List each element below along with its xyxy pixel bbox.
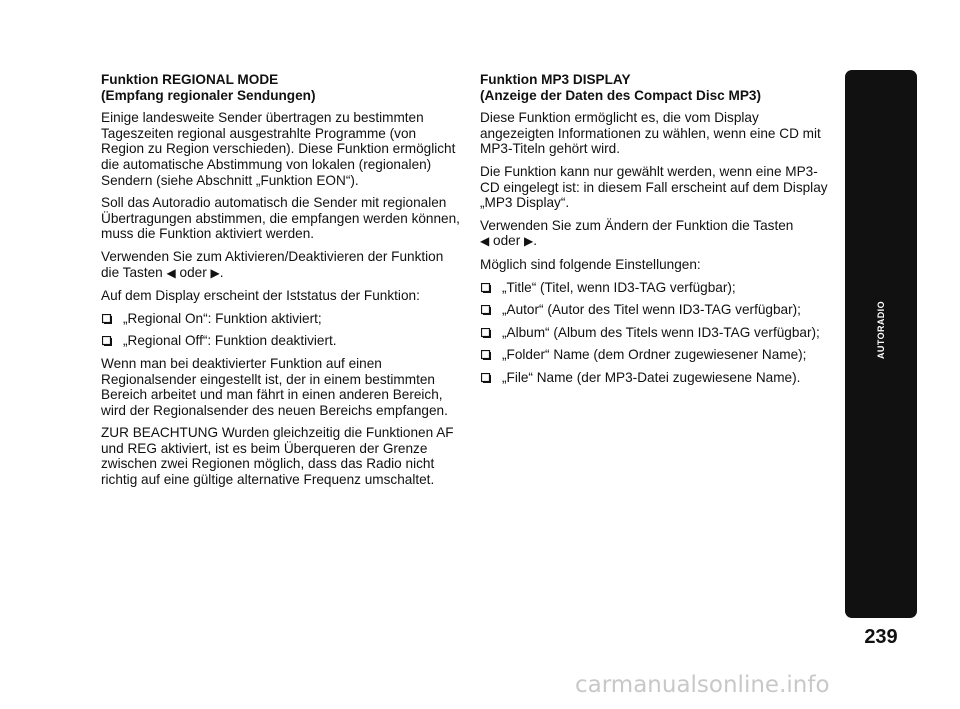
list-item-text: „Regional On“: Funktion aktiviert;	[123, 310, 322, 326]
keys-instruction: Verwenden Sie zum Aktivieren/Deaktivieren der Funktion die Tasten	[101, 248, 444, 280]
chapter-tab-label: AUTORADIO	[876, 301, 886, 359]
list-item-text: „Folder“ Name (dem Ordner zugewiesener Name);	[502, 347, 807, 363]
right-arrow-icon: ▶	[210, 265, 220, 280]
checkbox-bullet-icon	[481, 305, 491, 315]
page-number: 239	[864, 626, 898, 648]
section-title-line-1: Funktion REGIONAL MODE	[101, 72, 279, 87]
list-item	[101, 311, 461, 327]
list-item	[101, 333, 461, 349]
list-item	[480, 302, 832, 318]
watermark: carmanualsonline.info	[575, 672, 830, 698]
section-title-mp3-display	[480, 72, 832, 103]
paragraph-keys	[101, 249, 461, 281]
list-item	[480, 325, 832, 341]
left-arrow-icon: ◀	[480, 234, 490, 249]
checkbox-bullet-icon	[481, 373, 491, 383]
checkbox-bullet-icon	[102, 336, 112, 346]
section-title-line-2: (Empfang regionaler Sendungen)	[101, 87, 316, 103]
paragraph: Die Funktion kann nur gewählt werden, wenn eine MP3-CD eingelegt ist: in diesem Fall erscheint auf dem Display „MP3 Display“.	[480, 163, 828, 211]
list-item-text: „Title“ (Titel, wenn ID3-TAG verfügbar);	[502, 279, 736, 295]
paragraph: Soll das Autoradio automatisch die Sender mit regionalen Übertragungen abstimmen, die empfangen werden können, muss die Funktion aktiviert werden.	[101, 195, 460, 242]
note-paragraph: ZUR BEACHTUNG Wurden gleichzeitig die Funktionen AF und REG aktiviert, ist es beim Überqueren der Grenze zwischen zwei Regionen möglich, dass das Radio nicht richtig auf eine gültige alternative Frequenz umschaltet.	[101, 425, 454, 488]
chapter-tab	[845, 70, 917, 618]
list-item	[480, 280, 832, 296]
paragraph: Auf dem Display erscheint der Iststatus der Funktion:	[101, 288, 420, 304]
left-column	[101, 72, 461, 495]
list-item	[480, 347, 832, 363]
keys-end: .	[533, 233, 538, 249]
paragraph: Möglich sind folgende Einstellungen:	[480, 256, 701, 272]
paragraph: Diese Funktion ermöglicht es, die vom Display angezeigten Informationen zu wählen, wenn eine CD mit MP3-Titeln gehört wird.	[480, 110, 821, 157]
keys-end: .	[219, 264, 224, 280]
checkbox-bullet-icon	[481, 350, 491, 360]
right-column	[480, 72, 832, 393]
list-item-text: „Autor“ (Autor des Titel wenn ID3-TAG verfügbar);	[502, 302, 801, 318]
section-title-regional-mode	[101, 72, 461, 103]
keys-or: oder	[493, 233, 521, 249]
keys-instruction: Verwenden Sie zum Ändern der Funktion die Tasten	[480, 217, 794, 233]
list-item	[480, 370, 832, 386]
list-item-text: „File“ Name (der MP3-Datei zugewiesene Name).	[502, 369, 801, 385]
section-title-line-2: (Anzeige der Daten des Compact Disc MP3)	[480, 87, 762, 103]
right-arrow-icon: ▶	[524, 234, 534, 249]
list-item-text: „Album“ (Album des Titels wenn ID3-TAG verfügbar);	[502, 324, 820, 340]
paragraph: Einige landesweite Sender übertragen zu bestimmten Tageszeiten regional ausgestrahlte Programme (von Region zu Region verschieden). Diese Funktion ermöglicht die automatische Abstimmung von lokalen (regionalen) Sendern (siehe Abschnitt „Funktion EON“).	[101, 110, 456, 188]
paragraph: Wenn man bei deaktivierter Funktion auf einen Regionalsender eingestellt ist, der in einem bestimmten Bereich arbeitet und man fährt in einen anderen Bereich, wird der Regionalsender des neuen Bereichs empfangen.	[101, 355, 448, 418]
list-item-text: „Regional Off“: Funktion deaktiviert.	[123, 333, 337, 349]
checkbox-bullet-icon	[481, 283, 491, 293]
keys-or: oder	[179, 264, 207, 280]
checkbox-bullet-icon	[102, 314, 112, 324]
left-arrow-icon: ◀	[166, 265, 176, 280]
checkbox-bullet-icon	[481, 328, 491, 338]
paragraph-keys	[480, 218, 832, 250]
section-title-line-1: Funktion MP3 DISPLAY	[480, 72, 631, 87]
